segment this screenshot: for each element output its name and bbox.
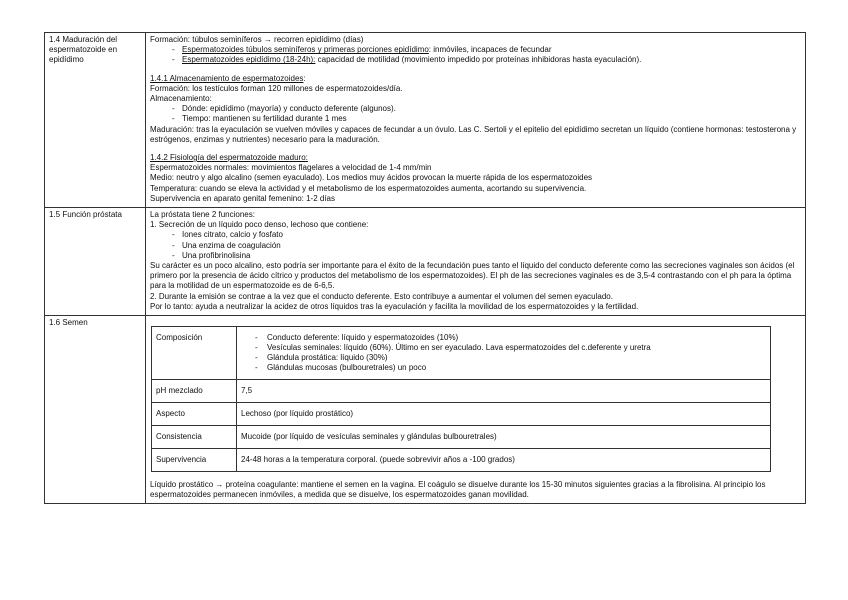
- paragraph: 1. Secreción de un líquido poco denso, lechoso que contiene:: [150, 220, 369, 230]
- list-item: - Vesículas seminales: líquido (60%). Último en ser eyaculado. Lava espermatozoides del c.deferente y uretra: [241, 343, 766, 353]
- row-label: 1.6 Semen: [45, 316, 146, 504]
- notes-table: [44, 32, 806, 504]
- bullet-list: [241, 333, 766, 373]
- table-key: Aspecto: [152, 403, 237, 426]
- row-label: 1.4 Maduración del espermatozoide en epidídimo: [45, 33, 146, 208]
- row-label: 1.5 Función próstata: [45, 208, 146, 316]
- table-key: Consistencia: [152, 426, 237, 449]
- bullet-list: [150, 45, 802, 65]
- list-item: - Glándula prostática: líquido (30%): [241, 353, 766, 363]
- row-content: [146, 33, 806, 208]
- table-row: [152, 403, 771, 426]
- section-colon: :: [303, 73, 306, 83]
- paragraph: Líquido prostático → proteína coagulante: mantiene el semen en la vagina. El coágulo se disuelve durante los 15-30 minutos siguientes gracias a la fibrolisina. Al principio los espermatozoides permanecen inmóviles, a medida que se disuelve, los espermatozoides ganan movilidad.: [150, 480, 766, 500]
- section-heading-141: [150, 74, 802, 84]
- paragraph: Temperatura: cuando se eleva la actividad y el metabolismo de los espermatozoides aumenta, acortando su supervivencia.: [150, 183, 587, 193]
- paragraph: Supervivencia en aparato genital femenino: 1-2 días: [150, 193, 336, 203]
- formacion-text: Formación: túbulos seminíferos → recorren epidídimo (días): [150, 35, 364, 44]
- table-value: [237, 327, 771, 380]
- table-row: [152, 327, 771, 380]
- table-key: Composición: [152, 327, 237, 380]
- row-content: [146, 208, 806, 316]
- table-key: pH mezclado: [152, 380, 237, 403]
- list-item: [150, 55, 802, 65]
- table-value: 7,5: [237, 380, 771, 403]
- underlined-term: Espermatozoides túbulos seminíferos y primeras porciones epidídimo: [182, 45, 429, 55]
- list-item: - Una profibrinolisina: [150, 251, 802, 261]
- section-heading-142: 1.4.2 Fisiología del espermatozoide maduro:: [150, 153, 308, 163]
- section-title: 1.4.1 Almacenamiento de espermatozoides: [150, 73, 304, 83]
- list-item: [150, 45, 802, 55]
- table-value: Lechoso (por líquido prostático): [237, 403, 771, 426]
- underlined-term: Espermatozoides epidídimo (18-24h):: [182, 55, 316, 65]
- term-description: : inmóviles, incapaces de fecundar: [428, 45, 552, 55]
- table-key: Supervivencia: [152, 449, 237, 472]
- list-item: - Iones citrato, calcio y fosfato: [150, 230, 802, 240]
- paragraph: Espermatozoides normales: movimientos flagelares a velocidad de 1-4 mm/min: [150, 163, 432, 173]
- paragraph: 2. Durante la emisión se contrae a la vez que el conducto deferente. Esto contribuye a aumentar el volumen del semen eyaculado.: [150, 291, 613, 301]
- paragraph: Medio: neutro y algo alcalino (semen eyaculado). Los medios muy ácidos provocan la muerte rápida de los espermatozoides: [150, 173, 593, 183]
- paragraph: Almacenamiento:: [150, 94, 212, 104]
- table-value: 24-48 horas a la temperatura corporal. (puede sobrevivir años a -100 grados): [237, 449, 771, 472]
- row-semen: [45, 316, 806, 504]
- bullet-list: [150, 104, 802, 124]
- table-row: [152, 380, 771, 403]
- paragraph: Maduración: tras la eyaculación se vuelven móviles y capaces de fecundar a un óvulo. Las C. Sertoli y el epitelio del epidídimo secretan un líquido (contiene hormonas: testosterona y estrógenos, enzimas y nutrientes) necesario para la maduración.: [150, 124, 797, 144]
- paragraph: Su carácter es un poco alcalino, esto podría ser importante para el éxito de la fecundación pues tanto el líquido del conducto deferente como las secreciones vaginales son ácidos (el primero por la presencia de ácido cítrico y productos del metabolismo de los espermatozoides). El ph de las secreciones vaginales es de 3,5-4 contrastando con el ph para la óptima para la motilidad de un espermatozoide es de 6-6,5.: [150, 261, 795, 291]
- table-row: [152, 426, 771, 449]
- semen-table: [151, 326, 771, 472]
- row-prostata: [45, 208, 806, 316]
- table-value: Mucoide (por líquido de vesículas seminales y glándulas bulbouretrales): [237, 426, 771, 449]
- row-content: [146, 316, 806, 504]
- table-row: [152, 449, 771, 472]
- row-maduracion: [45, 33, 806, 208]
- list-item: - Una enzima de coagulación: [150, 241, 802, 251]
- paragraph: Por lo tanto: ayuda a neutralizar la acidez de otros líquidos tras la eyaculación y facilita la movilidad de los espermatozoides y la fertilidad.: [150, 301, 639, 311]
- paragraph: Formación: los testículos forman 120 millones de espermatozoides/día.: [150, 83, 403, 93]
- term-description: capacidad de motilidad (movimiento impedido por proteínas inhibidoras hasta eyaculación).: [315, 55, 642, 65]
- list-item: - Conducto deferente: líquido y espermatozoides (10%): [241, 333, 766, 343]
- list-item: - Dónde: epidídimo (mayoría) y conducto deferente (algunos).: [150, 104, 802, 114]
- bullet-list: [150, 230, 802, 261]
- paragraph: La próstata tiene 2 funciones:: [150, 210, 255, 220]
- list-item: - Glándulas mucosas (bulbouretrales) un poco: [241, 363, 766, 373]
- list-item: - Tiempo: mantienen su fertilidad durante 1 mes: [150, 114, 802, 124]
